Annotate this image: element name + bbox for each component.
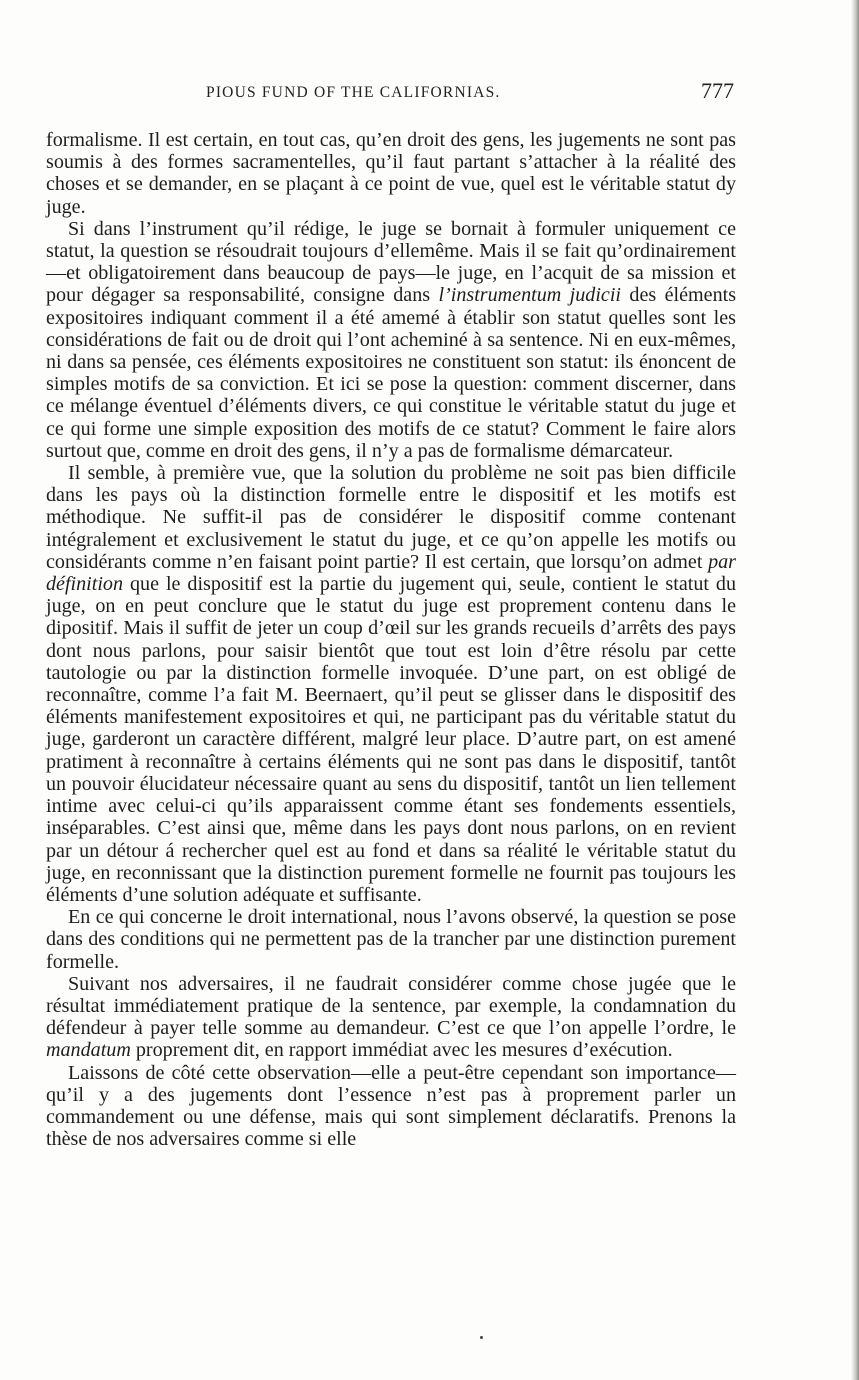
- page-number: 777: [701, 78, 734, 103]
- italic-phrase: mandatum: [46, 1039, 131, 1062]
- text-run: Suivant nos adversaires, il ne faudrait considérer comme chose jugée que le résultat immédiatement pratique de la sentence, par exemple, la condamnation du défendeur à payer telle somme au demandeur. C’est ce que l’on appelle l’ordre, le: [46, 972, 736, 1040]
- paragraph: [46, 973, 736, 1062]
- text-run: Laissons de côté cette observation—elle a peut-être cependant son importance—qu’il y a des jugements dont l’essence n’est pas à proprement parler un commandement ou une défense, mais qui sont simplement déclaratifs. Prenons la thèse de nos adversaires comme si elle: [46, 1061, 736, 1151]
- text-run: proprement dit, en rapport immédiat avec les mesures d’exécution.: [130, 1039, 673, 1062]
- italic-phrase: l’instrumentum judicii: [438, 284, 622, 307]
- paragraph: [46, 129, 736, 218]
- italic-phrase: par définition: [46, 550, 736, 596]
- text-run: Si dans l’instrument qu’il rédige, le juge se bornait à formuler uniquement ce statut, la question se résoudrait toujours d’ellemême. Mais il se fait qu’ordinairement—et obligatoirement dans beaucoup de pays—le juge, en l’acquit de sa mission et pour dégager sa responsabilité, consigne dans: [46, 217, 736, 307]
- running-title: PIOUS FUND OF THE CALIFORNIAS.: [206, 84, 501, 101]
- text-run: Il semble, à première vue, que la solution du problème ne soit pas bien difficile dans les pays où la distinction formelle entre le dispositif et les motifs est méthodique. Ne suffit-il pas de considérer le dispositif comme contenant intégralement et exclusivement le statut du juge, et ce qu’on appelle les motifs ou considérants comme n’en faisant point partie? Il est certain, que lorsqu’on admet: [46, 462, 736, 573]
- paragraph: [46, 906, 736, 973]
- text-run: que le dispositif est la partie du jugement qui, seule, contient le statut du juge, on en peut conclure que le statut du juge est proprement contenu dans le dipositif. Mais il suffit de jeter un coup d’œil sur les grands recueils d’arrêts des pays dont nous parlons, pour saisir bientôt que tout est loin d’être résolu par cette tautologie ou par la distinction formelle invoquée. D’une part, on est obligé de reconnaître, comme l’a fait M. Beernaert, qu’il peut se glisser dans le dispositif des éléments manifestement expositoires et qui, ne participant pas du véritable statut du juge, garderont un caractère différent, malgré leur place. D’autre part, on est amené pratiment à reconnaître à certains éléments qui ne sont pas dans le dispositif, tantôt un pouvoir élucidateur nécessaire quant au sens du dispositif, tantôt un lien tellement intime avec celui-ci qu’ils apparaissent comme étant ses fondements essentiels, inséparables. C’est ainsi que, même dans les pays dont nous parlons, on en revient par un détour á rechercher quel est au fond et dans sa réalité le véritable statut du juge, en reconnissant que la distinction purement formelle ne fournit pas toujours les éléments d’une solution adéquate et suffisante.: [46, 573, 736, 906]
- scan-edge: [851, 0, 859, 1380]
- paragraph: [46, 1062, 736, 1151]
- paragraph: [46, 462, 736, 906]
- text-run: formalisme. Il est certain, en tout cas, qu’en droit des gens, les jugements ne sont pas soumis à des formes sacramentelles, qu’il faut partant s’attacher à la réalité des choses et se demander, en se plaçant à ce point de vue, quel est le véritable statut dy juge.: [46, 129, 736, 218]
- text-run: des éléments expositoires indiquant comment il a été amemé à établir son statut quelles sont les considérations de fait ou de droit qui l’ont acheminé à sa sentence. Ni en eux-mêmes, ni dans sa pensée, ces éléments expositoires ne constituent son statut: ils énoncent de simples motifs de sa conviction. Et ici se pose la question: comment discerner, dans ce mélange éventuel d’éléments divers, ce qui constitue le véritable statut du juge et ce qui forme une simple exposition des motifs de ce statut? Comment le faire alors surtout que, comme en droit des gens, il n’y a pas de formalisme démarcateur.: [46, 284, 737, 462]
- page-header: [46, 80, 736, 106]
- paragraph: [46, 218, 736, 462]
- printer-mark: [480, 1336, 483, 1339]
- text-run: En ce qui concerne le droit international, nous l’avons observé, la question se pose dans des conditions qui ne permettent pas de la trancher par une distinction purement formelle.: [46, 906, 736, 973]
- body-text: [46, 129, 736, 1150]
